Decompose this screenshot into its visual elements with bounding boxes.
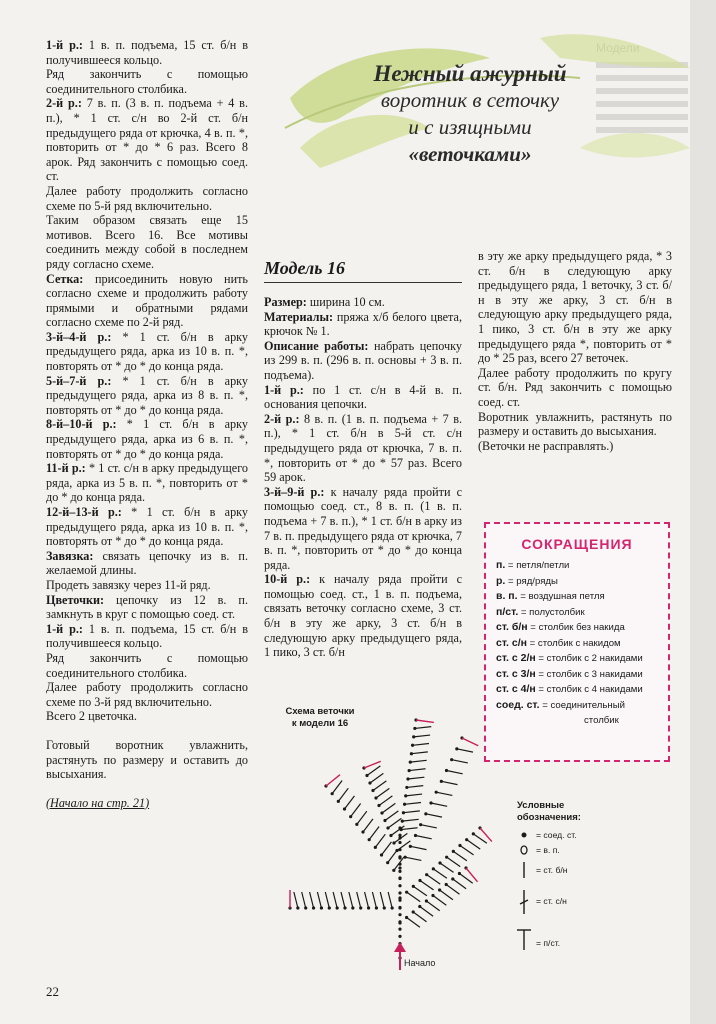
- paragraph-text: к началу ряда пройти с помощью соед. ст., 8 в. п. (1 в. п. подъема + 7 в. п.), * 1 ст. б/н в арку из 7 в. п. предыдущего ряда от крючка, 7 в. п. *, повторить от * до * до конца ряда.: [264, 484, 462, 572]
- stitch-line: [407, 786, 423, 788]
- turn-arrow-icon: [416, 720, 434, 722]
- model-title-rule: [264, 282, 462, 283]
- text-column-1: [46, 38, 248, 810]
- abbreviation-key: ст. с 2/н: [496, 652, 536, 664]
- paragraph: [264, 485, 462, 573]
- paragraph-text: цепочку из 12 в. п. замкнуть в круг с помощью соед. ст.: [46, 592, 248, 622]
- stitch-line: [405, 802, 421, 804]
- paragraph: [46, 272, 248, 330]
- chain-dot: [398, 891, 401, 894]
- stitch-line: [413, 886, 427, 895]
- paragraph-text: пряжа х/б белого цвета, крючок № 1.: [264, 309, 462, 339]
- abbreviation-item: [486, 620, 668, 636]
- abbreviation-item: [486, 636, 668, 652]
- paragraph-text: Ряд закончить с помощью соединительного столбика.: [46, 650, 248, 680]
- paragraph: [264, 383, 462, 412]
- paragraph: [46, 213, 248, 271]
- stitch-line: [338, 788, 348, 801]
- paragraph-lead: 12-й–13-й р.:: [46, 505, 122, 519]
- stitch-line: [453, 879, 466, 889]
- chain-dot: [398, 906, 401, 909]
- abbreviation-key: ст. с 3/н: [496, 667, 536, 680]
- legend-item: = п/ст.: [536, 938, 561, 948]
- paragraph-lead: Цветочки:: [46, 592, 105, 607]
- abbreviations-box: [484, 522, 670, 762]
- scheme-label-line: к модели 16: [291, 718, 349, 729]
- stitch-line: [460, 846, 474, 855]
- chain-dot: [398, 834, 401, 837]
- chain-dot: [398, 921, 401, 924]
- paragraph: [478, 439, 672, 454]
- paragraph: [46, 651, 248, 680]
- stitch-line: [407, 892, 421, 901]
- stitch-line: [382, 803, 395, 813]
- paragraph-lead: 11-й р.:: [46, 461, 86, 476]
- abbreviation-item: [486, 651, 668, 667]
- paragraph-lead: 3-й–4-й р.:: [46, 329, 112, 344]
- stitch-line: [410, 760, 426, 762]
- paragraph-text: 1 в. п. подъема, 15 ст. б/н в получившееся кольцо.: [46, 621, 248, 651]
- paragraph-text: 7 в. п. (3 в. п. подъема + 4 в. п.), * 1 ст. с/н во 2-й ст. б/н предыдущего ряда от крючка, 4 в. п. *, повторить от * до * 6 раз. Всего 8 арок. Ряд закончить с помощью соед. ст.: [46, 96, 248, 184]
- stitch-line: [382, 842, 392, 855]
- stitch-line: [365, 892, 369, 908]
- chain-dot: [398, 870, 401, 873]
- paragraph: [46, 738, 248, 782]
- paragraph-text: Готовый воротник увлажнить, растянуть по размеру и оставить до высыхания.: [46, 737, 248, 782]
- stitch-line: [440, 890, 453, 900]
- stitch-line: [380, 892, 384, 908]
- abbreviation-meaning: = столбик без накида: [527, 622, 625, 633]
- paragraph-text: ширина 10 см.: [306, 295, 385, 309]
- abbreviation-meaning: = столбик с 2 накидами: [535, 653, 643, 664]
- stitch-line: [420, 907, 433, 917]
- chain-dot: [398, 866, 401, 869]
- paragraph: [264, 412, 462, 485]
- stitch-line: [373, 781, 386, 791]
- stitch-line: [427, 875, 441, 884]
- paragraph-lead: Завязка:: [46, 548, 94, 563]
- stitch-line: [436, 792, 452, 795]
- stitch-line: [414, 735, 430, 737]
- stitch-line: [401, 828, 417, 830]
- abbreviation-meaning: = петля/петли: [505, 560, 570, 571]
- paragraph: [46, 184, 248, 213]
- stitch-line: [333, 892, 337, 908]
- stitch-line: [367, 766, 380, 776]
- paragraph: [478, 410, 672, 439]
- stitch-line: [357, 811, 367, 824]
- scheme-start-label: Начало: [404, 958, 436, 968]
- paragraph-text: * 1 ст. б/н в арку предыдущего ряда, арка из 6 в. п. *, повторять от * до * до конца ряда.: [46, 417, 248, 461]
- paragraph-text: * 1 ст. б/н в арку предыдущего ряда, арка из 8 в. п. *, повторять от * до * до конца ряда.: [46, 373, 249, 417]
- scheme-label-line: Схема веточки: [285, 706, 355, 717]
- paragraph: [46, 622, 248, 651]
- paragraph-text: Ряд закончить с помощью соединительного столбика.: [46, 67, 248, 96]
- abbreviation-meaning: = полустолбик: [518, 606, 585, 618]
- chain-dot: [398, 896, 401, 899]
- stitch-line: [349, 892, 353, 908]
- paragraph-lead: 10-й р.:: [264, 572, 311, 587]
- stitch-line: [369, 827, 379, 840]
- stitch-line: [431, 803, 447, 806]
- stitch-line: [372, 892, 376, 908]
- stitch-line: [345, 796, 355, 809]
- title-line: Нежный ажурный: [373, 61, 567, 86]
- legend-item: = в. п.: [536, 845, 560, 855]
- article-title: [340, 60, 600, 168]
- stitch-line: [302, 892, 306, 908]
- paragraph: [46, 709, 248, 724]
- stitch-line: [332, 781, 342, 794]
- stitch-line: [317, 892, 321, 908]
- stitch-line: [410, 846, 426, 849]
- abbreviation-key: в. п.: [496, 590, 518, 602]
- paragraph-text: * 1 ст. б/н в арку предыдущего ряда, арка из 10 в. п. *, повторять от * до * до конца ряда.: [46, 505, 249, 549]
- title-line: «веточками»: [408, 142, 532, 166]
- symbol-legend: [514, 828, 674, 958]
- abbreviation-item: [486, 667, 668, 683]
- paragraph: [46, 330, 248, 374]
- stitch-line: [375, 834, 385, 847]
- paragraph-text: Воротник увлажнить, растянуть по размеру и оставить до высыхания.: [478, 409, 672, 439]
- paragraph: [478, 366, 672, 410]
- paragraph-text: Далее работу продолжить согласно схеме по 5-й ряд включительно.: [46, 183, 248, 213]
- legend-title-line: обозначения:: [517, 812, 581, 823]
- paragraph: [46, 96, 248, 184]
- legend-item: = ст. с/н: [536, 896, 567, 906]
- paragraph-text: Далее работу продолжить по кругу ст. б/н. Ряд закончить с помощью соед. ст.: [478, 365, 672, 409]
- stitch-line: [433, 896, 446, 906]
- chain-dot: [398, 935, 401, 938]
- turn-arrow-icon: [462, 738, 478, 746]
- legend-item: = соед. ст.: [536, 830, 577, 840]
- paragraph-text: к началу ряда пройти с помощью соед. ст., 1 в. п. подъема, связать веточку согласно схеме, 3 ст. б/н в эту же арку, 3 ст. б/н в следующую арку предыдущего ряда, 1 пико, 3 ст. б/н: [264, 572, 462, 660]
- stitch-line: [413, 912, 426, 922]
- paragraph-text: * 1 ст. с/н в арку предыдущего ряда, арка из 5 в. п. *, повторить от * до * до конца ряда.: [46, 461, 248, 505]
- stitch-line: [385, 811, 398, 821]
- stitch-line: [447, 771, 463, 774]
- stitch-line: [440, 863, 454, 872]
- start-arrowhead-icon: [394, 942, 406, 952]
- paragraph: [46, 593, 248, 622]
- stitch-line: [388, 892, 392, 908]
- legend-title: [517, 800, 581, 824]
- paragraph: [478, 249, 672, 366]
- page-number: 22: [46, 984, 59, 999]
- abbreviation-item: [486, 589, 668, 605]
- abbreviation-item: [486, 558, 668, 574]
- stitch-line: [391, 826, 404, 836]
- branch-crochet-diagram: [266, 708, 502, 973]
- stitch-line: [447, 857, 461, 866]
- paragraph: [46, 38, 248, 67]
- abbreviation-key: ст. б/н: [496, 621, 528, 633]
- stitch-line: [376, 788, 389, 798]
- paragraph-lead: 2-й р.:: [46, 96, 82, 111]
- stitch-line: [413, 743, 429, 745]
- abbreviation-item: [486, 698, 668, 714]
- paragraph-lead: Материалы:: [264, 309, 334, 324]
- continuation-reference: (Начало на стр. 21): [46, 795, 150, 810]
- stitch-line: [409, 769, 425, 771]
- stitch-line: [426, 901, 439, 911]
- legend-title-line: Условные: [517, 800, 565, 811]
- paragraph-lead: 1-й р.:: [46, 621, 83, 636]
- abbreviation-item: [486, 713, 668, 729]
- abbreviation-item: [486, 605, 668, 621]
- stitch-line: [405, 857, 421, 860]
- title-line: и с изящными: [408, 115, 532, 139]
- paragraph: [46, 417, 248, 461]
- abbreviation-key: п/ст.: [496, 605, 519, 618]
- stitch-line: [363, 819, 373, 832]
- slip-stitch-symbol: [522, 833, 527, 838]
- paragraph-lead: 2-й р.:: [264, 411, 300, 426]
- chain-stitch-symbol: [521, 846, 527, 854]
- abbreviation-key: ст. с 4/н: [496, 683, 536, 695]
- paragraph-text: Продеть завязку через 11-й ряд.: [46, 577, 211, 592]
- stitch-line: [370, 773, 383, 783]
- paragraph-text: Далее работу продолжить согласно схеме по 3-й ряд включительно.: [46, 680, 248, 709]
- chain-dot: [398, 913, 401, 916]
- paragraph-text: * 1 ст. б/н в арку предыдущего ряда, арка из 10 в. п. *, повторять от * до * до конца ряда.: [46, 329, 249, 374]
- paragraph-lead: Сетка:: [46, 271, 84, 286]
- title-line: воротник в сеточку: [380, 88, 560, 112]
- paragraph: [46, 67, 248, 96]
- abbreviation-meaning: = соединительный: [539, 699, 625, 711]
- paragraph-text: в эту же арку предыдущего ряда, * 3 ст. б/н в следующую арку предыдущего ряда, 1 веточку, 3 ст. б/н в эту же арку, 3 ст. б/н в следующую арку предыдущего ряда, 1 пико, 3 ст. б/н в эту же арку предыдущего ряда *, повторить от * до * 25 раз, всего 27 веточек.: [478, 249, 672, 366]
- stitch-line: [473, 834, 487, 843]
- stitch-line: [294, 892, 298, 908]
- paragraph: [46, 549, 248, 578]
- stitch-line: [310, 892, 314, 908]
- paragraph: [46, 578, 248, 593]
- stitch-line: [325, 892, 329, 908]
- abbreviation-item: [486, 574, 668, 590]
- turn-arrow-icon: [326, 775, 340, 786]
- paragraph-lead: Описание работы:: [264, 338, 369, 353]
- paragraph: [264, 310, 462, 339]
- abbreviations-title: СОКРАЩЕНИЯ: [521, 536, 633, 552]
- paragraph-text: присоединить новую нить согласно схеме и продолжить работу прямыми и обратными рядами согласно схеме по 2-й ряд.: [46, 271, 248, 330]
- chain-dot: [398, 856, 401, 859]
- abbreviation-key: ст. с/н: [496, 636, 527, 649]
- stitch-line: [388, 850, 398, 863]
- abbreviation-meaning: = ряд/ряды: [505, 575, 558, 587]
- paragraph-text: по 1 ст. с/н в 4-й в. п. основания цепочки.: [264, 382, 462, 412]
- paragraph-text: Всего 2 цветочка.: [46, 709, 137, 724]
- stitch-line: [433, 869, 447, 878]
- chain-dot: [398, 876, 401, 879]
- chain-dot: [398, 841, 401, 844]
- abbreviation-meaning: столбик: [584, 715, 619, 726]
- chain-dot: [398, 928, 401, 931]
- paragraph-lead: 1-й р.:: [46, 38, 83, 52]
- stitch-line: [446, 885, 459, 895]
- stitch-line: [341, 892, 345, 908]
- model-title: Модель 16: [264, 258, 345, 278]
- stitch-line: [415, 727, 431, 729]
- paragraph: [46, 461, 248, 505]
- paragraph-text: Таким образом связать еще 15 мотивов. Всего 16. Все мотивы соединить между собой в последнем ряду согласно схеме.: [46, 213, 248, 271]
- stitch-line: [452, 760, 468, 763]
- paragraph-text: набрать цепочку из 299 в. п. (296 в. п. основы + 3 в. п. подъема).: [264, 338, 462, 382]
- text-column-2: [264, 295, 462, 660]
- paragraph: [46, 724, 248, 738]
- paragraph-lead: 3-й–9-й р.:: [264, 484, 325, 499]
- abbreviation-meaning: = столбик с 4 накидами: [535, 684, 643, 695]
- paragraph: [46, 374, 248, 418]
- stitch-line: [379, 796, 392, 806]
- paragraph: [264, 339, 462, 383]
- abbreviation-meaning: = воздушная петля: [517, 591, 605, 602]
- paragraph-text: (Веточки не расправлять.): [478, 438, 614, 453]
- abbreviation-meaning: = столбик с накидом: [527, 637, 621, 649]
- paragraph-lead: Размер:: [264, 295, 307, 309]
- stitch-line: [421, 825, 437, 828]
- paragraph-lead: 1-й р.:: [264, 382, 304, 397]
- chain-dot: [398, 884, 401, 887]
- stitch-line: [411, 752, 427, 754]
- stitch-line: [403, 811, 419, 813]
- stitch-line: [416, 836, 432, 839]
- stitch-line: [420, 881, 434, 890]
- paragraph-lead: 8-й–10-й р.:: [46, 417, 117, 432]
- stitch-line: [441, 781, 457, 784]
- stitch-line: [459, 874, 472, 884]
- stitch-line: [351, 804, 361, 817]
- stitch-line: [467, 840, 481, 849]
- abbreviation-key: соед. ст.: [496, 698, 540, 711]
- paragraph-lead: 5-й–7-й р.:: [46, 373, 112, 388]
- abbreviation-item: [486, 682, 668, 698]
- stitch-line: [426, 814, 442, 817]
- abbreviations-list: [486, 558, 668, 729]
- stitch-line: [408, 777, 424, 779]
- paragraph-text: 8 в. п. (1 в. п. подъема + 7 в. п.), * 1 ст. б/н в 5-й ст. с/н предыдущего ряда от крючка, 7 в. п. *, повторить от * до * 57 раз. Всего 59 арок.: [264, 411, 462, 485]
- paragraph: [264, 295, 462, 310]
- abbreviation-key: п.: [496, 559, 506, 571]
- paragraph: [46, 505, 248, 549]
- stitch-line: [407, 918, 420, 928]
- stitch-line: [457, 749, 473, 752]
- stitch-line: [357, 892, 361, 908]
- text-column-3: [478, 249, 672, 453]
- stitch-line: [406, 794, 422, 796]
- paragraph: [264, 572, 462, 660]
- abbreviation-key: р.: [496, 574, 506, 587]
- paragraph-text: связать цепочку из в. п. желаемой длины.: [46, 548, 248, 578]
- stitch-line: [453, 851, 467, 860]
- paragraph: [46, 680, 248, 709]
- legend-item: = ст. б/н: [536, 865, 568, 875]
- abbreviation-meaning: = столбик с 3 накидами: [535, 668, 643, 680]
- spacer: [46, 782, 248, 796]
- stitch-line: [402, 819, 418, 821]
- paragraph-text: 1 в. п. подъема, 15 ст. б/н в получившееся кольцо.: [46, 38, 248, 67]
